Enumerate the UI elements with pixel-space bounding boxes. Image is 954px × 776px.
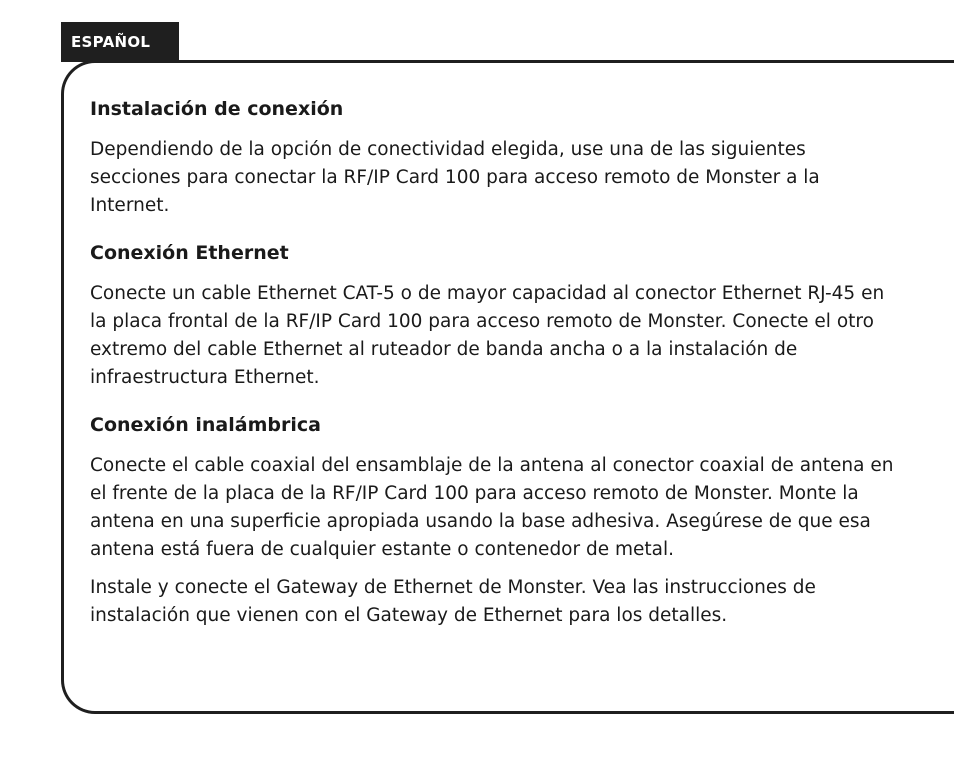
section-paragraph: Dependiendo de la opción de conectividad elegida, use una de las siguientes secciones para conectar la RF/IP Card 100 para acceso remoto de Monster a la Internet. [90, 139, 820, 216]
section-connection-setup [90, 96, 900, 220]
language-tab: ESPAÑOL [61, 22, 179, 62]
section-ethernet-connection [90, 240, 900, 392]
section-paragraph: Instale y conecte el Gateway de Ethernet de Monster. Vea las instrucciones de instalación que vienen con el Gateway de Ethernet para los detalles. [90, 577, 816, 626]
section-heading: Instalación de conexión [90, 98, 344, 120]
section-paragraph: Conecte el cable coaxial del ensamblaje de la antena al conector coaxial de antena en el frente de la placa de la RF/IP Card 100 para acceso remoto de Monster. Monte la antena en una superficie apropiada usando la base adhesiva. Asegúrese de que esa antena está fuera de cualquier estante o contenedor de metal. [90, 455, 894, 560]
section-paragraph: Conecte un cable Ethernet CAT-5 o de mayor capacidad al conector Ethernet RJ-45 en la placa frontal de la RF/IP Card 100 para acceso remoto de Monster. Conecte el otro extremo del cable Ethernet al ruteador de banda ancha o a la instalación de infraestructura Ethernet. [90, 283, 885, 388]
document-body [90, 96, 900, 650]
section-heading: Conexión inalámbrica [90, 414, 321, 436]
section-heading: Conexión Ethernet [90, 242, 289, 264]
section-wireless-connection [90, 412, 900, 630]
